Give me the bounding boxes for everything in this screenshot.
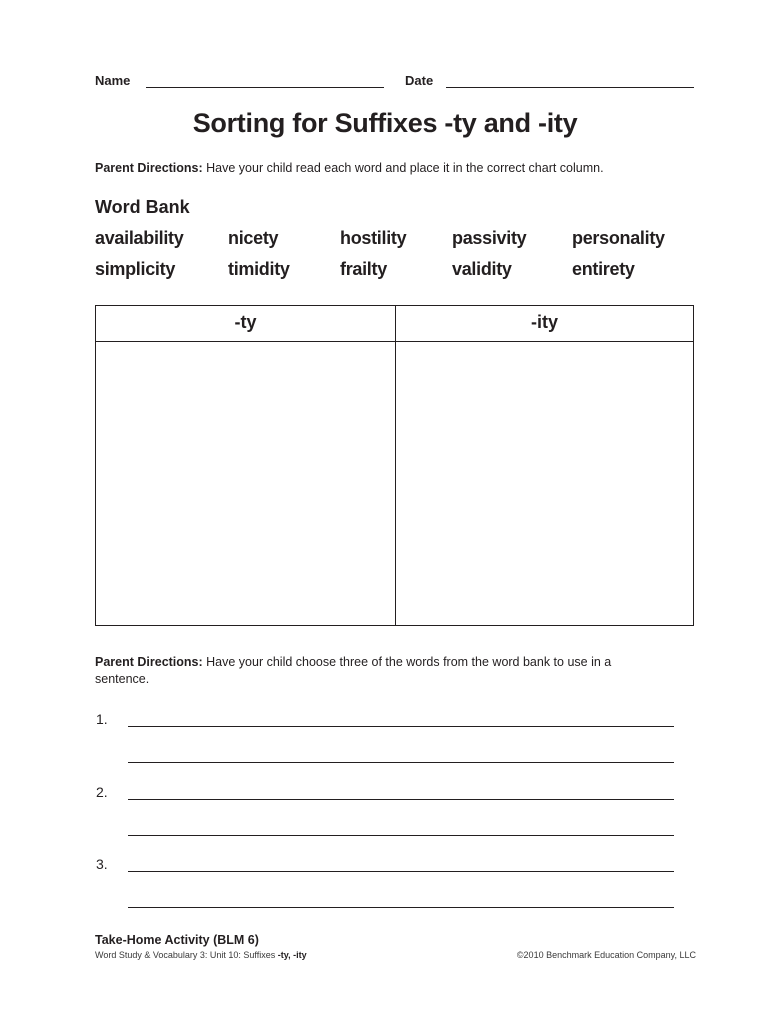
chart-column-ty-title: -ty	[234, 312, 257, 332]
sentence-line[interactable]	[128, 835, 674, 836]
directions-1-text: Have your child read each word and place it in the correct chart column.	[206, 161, 604, 175]
directions-2-label: Parent Directions:	[95, 655, 203, 669]
date-field[interactable]	[446, 87, 694, 88]
sentence-number: 1.	[96, 711, 108, 727]
footer-course-info	[95, 950, 307, 960]
sentence-number: 3.	[96, 856, 108, 872]
directions-1-label: Parent Directions:	[95, 161, 203, 175]
word-bank-word: simplicity	[95, 259, 176, 279]
date-label: Date	[405, 73, 434, 88]
word-bank-word: timidity	[228, 259, 290, 279]
chart-column-ity-area[interactable]	[396, 342, 693, 625]
name-label: Name	[95, 73, 131, 88]
chart-column-ty-area[interactable]	[96, 342, 395, 625]
word-bank-word: availability	[95, 228, 184, 248]
footer-course-text: Word Study & Vocabulary 3: Unit 10: Suffixes	[95, 950, 278, 960]
sentence-line[interactable]	[128, 726, 674, 727]
parent-directions-1	[95, 160, 695, 177]
sentence-number: 2.	[96, 784, 108, 800]
word-bank-heading: Word Bank	[95, 197, 190, 217]
word-bank-word: passivity	[452, 228, 527, 248]
parent-directions-2	[95, 654, 655, 688]
sentence-line[interactable]	[128, 871, 674, 872]
footer-course-suffixes: -ty, -ity	[277, 950, 307, 960]
word-bank-word: validity	[452, 259, 512, 279]
word-bank-word: personality	[572, 228, 665, 248]
directions-2-text: Have your child choose three of the words from the word bank to use in a sentence.	[95, 655, 612, 686]
page-title: Sorting for Suffixes -ty and -ity	[192, 108, 578, 138]
sentence-line[interactable]	[128, 799, 674, 800]
sentence-line[interactable]	[128, 907, 674, 908]
sorting-chart	[95, 305, 694, 626]
word-bank-word: hostility	[340, 228, 407, 248]
word-bank-word: nicety	[228, 228, 279, 248]
sentence-line[interactable]	[128, 762, 674, 763]
word-bank-word: frailty	[340, 259, 387, 279]
name-field[interactable]	[146, 87, 384, 88]
word-bank-word: entirety	[572, 259, 635, 279]
chart-column-ity-title: -ity	[531, 312, 558, 332]
footer-activity-title: Take-Home Activity (BLM 6)	[95, 933, 259, 947]
footer-copyright: ©2010 Benchmark Education Company, LLC	[516, 950, 696, 960]
